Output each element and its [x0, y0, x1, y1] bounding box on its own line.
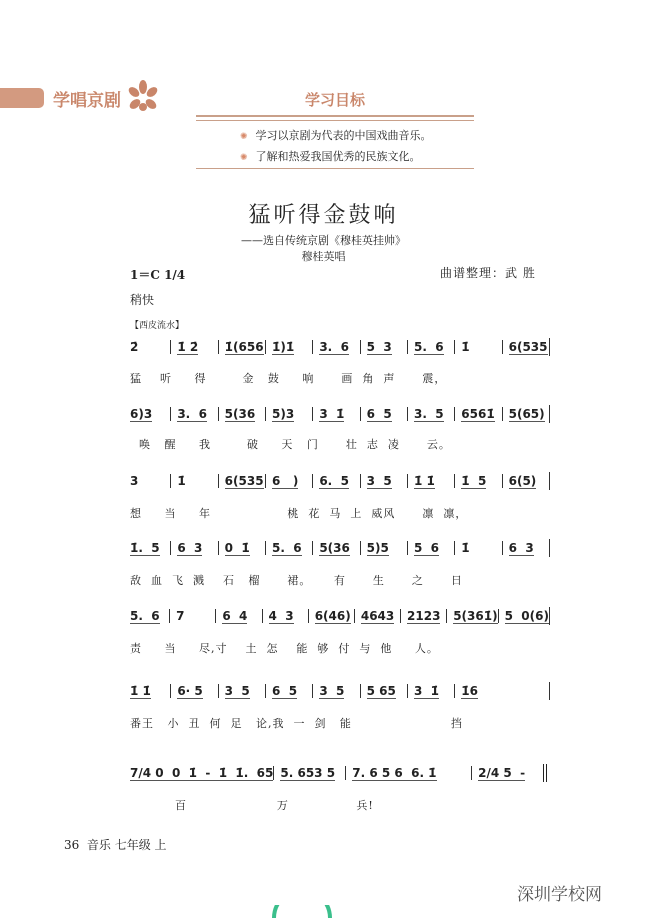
notes: 6 5	[271, 684, 298, 698]
measure	[454, 684, 501, 698]
notes: 4 3	[268, 609, 294, 623]
measure	[502, 340, 549, 354]
notes: 5. 6	[271, 541, 302, 555]
notes: 2/4 5 -	[478, 766, 526, 780]
notes: 1̇(656	[224, 340, 264, 354]
score-row	[128, 682, 550, 700]
goals-list	[240, 126, 432, 168]
notes: 5(36	[224, 407, 256, 421]
notes: 3. 6	[319, 340, 349, 354]
score-row	[128, 539, 550, 557]
goals-title: 学习目标	[304, 91, 365, 109]
notes: 5. 653 5	[280, 766, 336, 780]
notes: 1̇)1̇	[271, 340, 295, 354]
notes: 5 3	[366, 340, 392, 354]
notes: 1̇ 1̇	[130, 684, 151, 698]
measure	[273, 766, 345, 780]
measure	[265, 340, 312, 354]
notes: 6 5	[366, 407, 392, 421]
notes: 5(361̇)	[453, 609, 498, 623]
measure	[218, 684, 265, 698]
measure	[360, 474, 407, 488]
measure	[312, 474, 359, 488]
lyrics-line: 责 当 尽,寸 土 怎 能 够 付 与 他 人。	[130, 642, 439, 655]
notes: 6(5)	[508, 474, 537, 488]
key-signature: 1＝C 1/4	[130, 268, 186, 282]
measure	[407, 340, 454, 354]
measure	[262, 609, 308, 623]
barline	[543, 764, 550, 782]
song-source: ——选自传统京剧《穆桂英挂帅》	[241, 234, 406, 247]
notes: 2123	[407, 609, 441, 623]
bullet-icon: ✺	[240, 132, 248, 142]
measure	[170, 684, 217, 698]
notes: 5)3	[271, 407, 295, 421]
measure	[471, 766, 543, 780]
lyrics-line: 想 当 年 桃 花 马 上 威风 凛 凛，	[130, 507, 468, 520]
notes: 4643	[360, 609, 395, 623]
notes: 5 0(6)	[504, 609, 549, 623]
goal-item: ✺ 了解和热爱我国优秀的民族文化。	[240, 150, 421, 163]
measure	[354, 609, 400, 623]
lyrics-line: 敌 血 飞 溅 石 榴 裙。 有 生 之 日	[130, 574, 463, 587]
barline	[549, 338, 550, 356]
section-tab	[0, 88, 44, 108]
lyrics-line: 百 万 兵!	[130, 799, 374, 812]
measure	[312, 340, 359, 354]
notes: 7. 6 5 6 6. 1̇	[352, 766, 437, 780]
book-name: 音乐 七年级 上	[86, 838, 167, 852]
song-title: 猛听得金鼓响	[248, 203, 399, 228]
barline	[549, 472, 550, 490]
notes: 6 4	[222, 609, 248, 623]
notes: 1̇	[461, 541, 470, 555]
notes: 5(65)	[508, 407, 545, 421]
arranger: 曲谱整理：武 胜	[440, 266, 536, 280]
measure	[169, 609, 215, 623]
notes: 6 )	[271, 474, 299, 488]
lyrics-line: 猛 听 得 金 鼓 响 画 角 声 震，	[130, 372, 447, 385]
measure	[265, 407, 312, 421]
notes: 3. 5	[413, 407, 444, 421]
measure	[218, 407, 265, 421]
notes: 3. 6	[177, 407, 207, 421]
score-row	[128, 338, 550, 356]
measure	[454, 541, 501, 555]
notes: 1̇. 5	[130, 541, 160, 555]
measure	[128, 474, 170, 488]
measure	[454, 474, 501, 488]
measure	[345, 766, 471, 780]
notes: 1̇ 1̇	[413, 474, 435, 488]
notes: 3 5	[224, 684, 250, 698]
measure	[170, 407, 217, 421]
measure	[360, 541, 407, 555]
notes: 5)5	[366, 541, 389, 555]
measure	[502, 474, 549, 488]
divider	[196, 168, 474, 169]
watermark: 深圳学校网	[517, 885, 602, 905]
notes: 6 3	[177, 541, 203, 555]
notes: 7	[176, 609, 185, 623]
score-row	[128, 472, 550, 490]
measure	[128, 766, 273, 780]
measure	[407, 541, 454, 555]
score-row	[128, 764, 550, 782]
measure	[265, 684, 312, 698]
measure	[407, 684, 454, 698]
notes: 6. 5	[319, 474, 349, 488]
measure	[407, 474, 454, 488]
notes: 1̇	[177, 474, 186, 488]
lyrics-line: 唤 醒 我 破 天 门 壮 志 凌 云。	[130, 438, 451, 451]
measure	[312, 407, 359, 421]
measure	[215, 609, 261, 623]
score-row	[128, 405, 550, 423]
notes: 1̇	[461, 340, 470, 354]
notes: 3 1̇	[413, 684, 440, 698]
bullet-icon: ✺	[240, 153, 248, 163]
notes: 6· 5	[177, 684, 203, 698]
measure	[218, 541, 265, 555]
measure	[308, 609, 354, 623]
notes: 5(36	[319, 541, 350, 555]
lyrics-line: 番王 小 丑 何 足 论,我 一 剑 能 挡	[130, 717, 463, 730]
notes: 3 5	[366, 474, 392, 488]
measure	[446, 609, 497, 623]
song-singer: 穆桂英唱	[301, 250, 346, 263]
measure	[498, 609, 549, 623]
measure	[170, 541, 217, 555]
notes: 3 1̇	[319, 407, 345, 421]
green-circle-decoration	[270, 905, 334, 918]
measure	[218, 340, 265, 354]
measure	[128, 340, 170, 354]
barline	[549, 405, 550, 423]
measure	[360, 684, 407, 698]
page-footer	[64, 836, 167, 853]
divider	[196, 120, 474, 121]
measure	[454, 340, 501, 354]
measure	[170, 340, 217, 354]
measure	[360, 340, 407, 354]
measure	[360, 407, 407, 421]
measure	[312, 684, 359, 698]
notes: 6(46)	[314, 609, 351, 623]
notes: 5. 6	[413, 340, 444, 354]
notes: 5 65	[366, 684, 396, 698]
notes: 6(535	[224, 474, 264, 488]
mode-label: 【西皮流水】	[130, 321, 185, 331]
flower-icon	[127, 80, 159, 112]
barline	[549, 682, 550, 700]
notes: 5 6	[413, 541, 440, 555]
notes: 6)3	[130, 407, 153, 421]
measure	[170, 474, 217, 488]
notes: 6 3	[508, 541, 534, 555]
measure	[265, 474, 312, 488]
notes: 6(535	[508, 340, 548, 354]
measure	[454, 407, 501, 421]
notes: 6561̇	[461, 407, 495, 421]
measure	[128, 541, 170, 555]
barline	[549, 539, 550, 557]
measure	[218, 474, 265, 488]
tempo-marking: 稍快	[130, 293, 155, 307]
measure	[128, 609, 169, 623]
notes: 7/4 0 0 1̇ - 1̇ 1̇. 65	[130, 766, 274, 780]
notes: 3 5	[319, 684, 345, 698]
notes: 0 1̇	[224, 541, 250, 555]
barline	[549, 607, 550, 625]
measure	[312, 541, 359, 555]
measure	[128, 684, 170, 698]
notes: 1̇ 2̇	[177, 340, 199, 354]
section-title: 学唱京剧	[53, 91, 121, 111]
divider	[196, 115, 474, 117]
notes: 1̇6	[461, 684, 478, 698]
notes: 1̇ 5	[461, 474, 487, 488]
score-row	[128, 607, 550, 625]
measure	[265, 541, 312, 555]
measure	[400, 609, 446, 623]
notes: 3	[130, 474, 139, 488]
notes: 2̇	[130, 340, 139, 354]
measure	[128, 407, 170, 421]
page-number: 36	[64, 838, 80, 852]
measure	[502, 407, 549, 421]
measure	[502, 541, 549, 555]
goal-item: ✺ 学习以京剧为代表的中国戏曲音乐。	[240, 129, 432, 142]
measure	[407, 407, 454, 421]
notes: 5. 6	[130, 609, 160, 623]
